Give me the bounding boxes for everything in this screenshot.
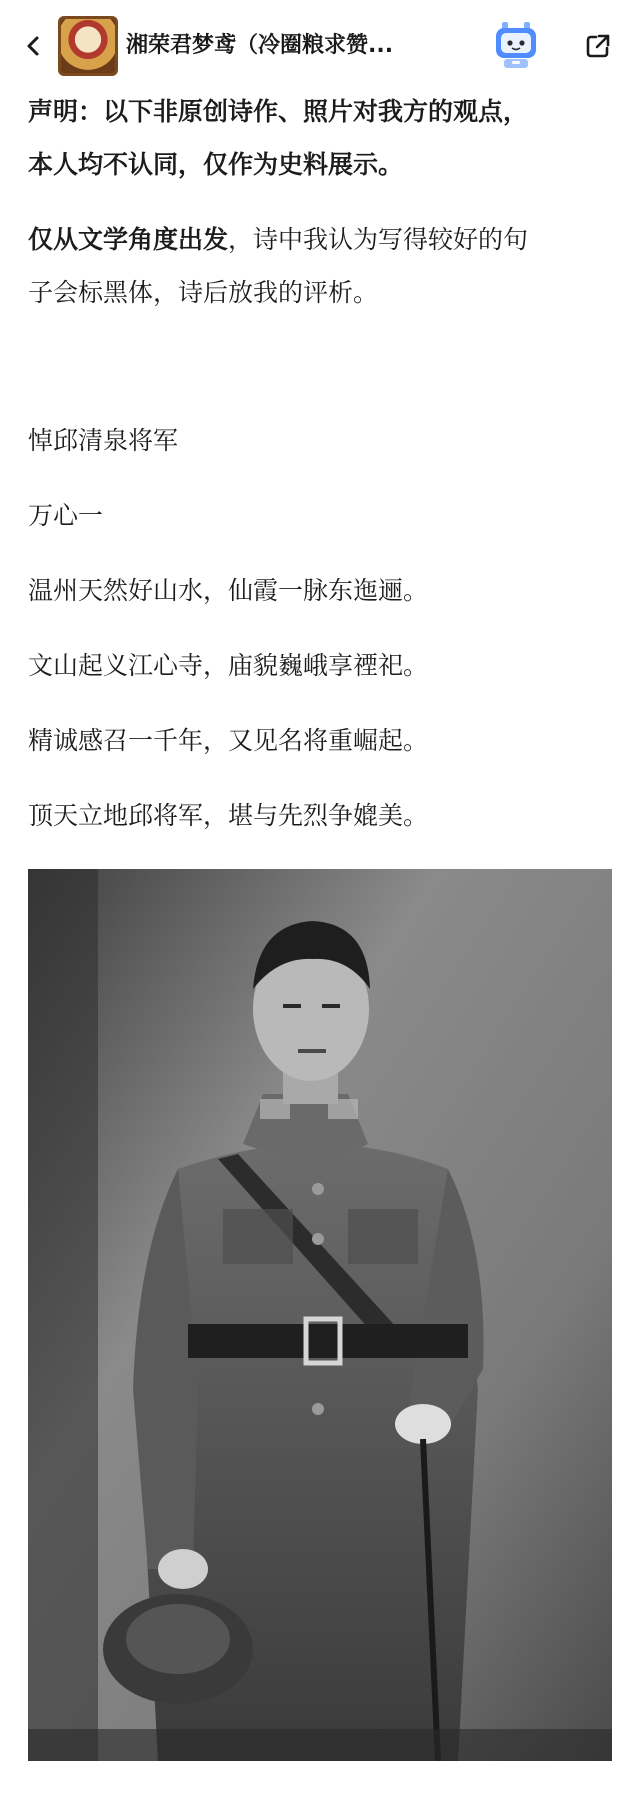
top-nav-bar [0, 0, 640, 92]
intro-bold-text: 仅从文学角度出发 [28, 225, 229, 254]
avatar[interactable] [58, 16, 118, 76]
share-external-icon [584, 32, 612, 60]
intro-line-1 [28, 224, 612, 256]
poem-line: 顶天立地邱将军，堪与先烈争媲美。 [28, 801, 429, 830]
share-button[interactable] [578, 26, 618, 66]
robot-assistant-button[interactable] [492, 20, 540, 70]
poem-line: 文山起义江心寺，庙貌巍峨享禋祀。 [28, 651, 429, 680]
poem-author: 万心一 [28, 501, 104, 530]
poem-title: 悼邱清泉将军 [28, 426, 179, 455]
poem-line: 精诚感召一千年，又见名将重崛起。 [28, 726, 429, 755]
robot-assistant-icon [492, 20, 540, 70]
intro-rest-text: ，诗中我认为写得较好的句 [228, 225, 529, 254]
portrait-figure [28, 869, 612, 1761]
back-button[interactable] [14, 26, 54, 66]
page-title[interactable]: 湘荣君梦鸢（冷圈粮求赞... [126, 33, 394, 58]
poem-line: 温州天然好山水，仙霞一脉东迤逦。 [28, 576, 429, 605]
statement-line-2: 本人均不认同，仅作为史料展示。 [28, 150, 404, 179]
intro-line-2: 子会标黑体，诗后放我的评析。 [28, 278, 379, 307]
statement-line-1: 声明：以下非原创诗作、照片对我方的观点， [28, 97, 529, 126]
chevron-left-icon [22, 34, 46, 58]
historical-portrait-photo[interactable] [28, 869, 612, 1761]
